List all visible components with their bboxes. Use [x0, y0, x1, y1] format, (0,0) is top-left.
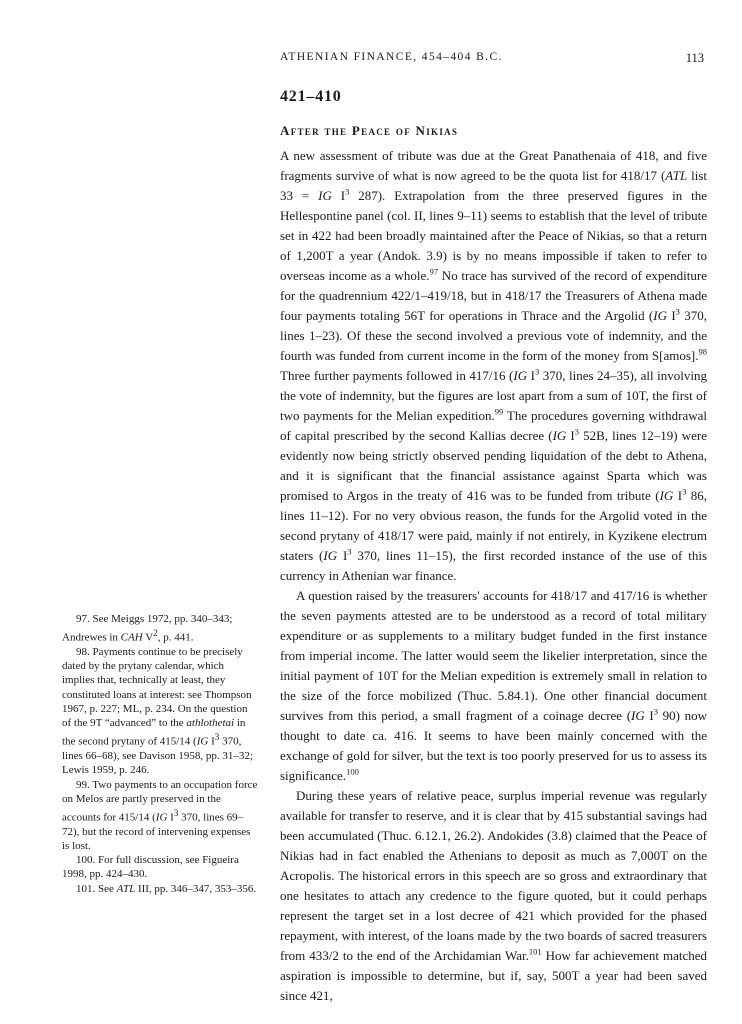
section-number: 421–410 [280, 88, 342, 105]
footnotes [62, 612, 258, 896]
running-head: ATHENIAN FINANCE, 454–404 B.C. [280, 51, 503, 63]
footnote-100: 100. For full discussion, see Figueira 1998, pp. 424–430. [62, 854, 239, 881]
section-title: After the Peace of Nikias [280, 123, 459, 138]
footnote-ref-97: 97 [429, 266, 439, 277]
footnote-97: 97. See Meiggs 1972, pp. 340–343; Andrewes in CAH $V^2$, p. 441. [62, 613, 233, 644]
footnote-ref-99: 99 [494, 406, 504, 417]
paragraph: A question raised by the treasurers' accounts for 418/17 and 417/16 is whether the seven payments attested are to be understood as a record of total military expenditure or as supplements to a military budget funded in the first instance from imperial income. The latter would seem the likelier interpretation, since the initial payment of 10T for the Melian expedition is extremely small in relation to the size of the force mobilized (Thuc. 5.84.1). One other financial document survives from this period, a small fragment of a coinage decree (IG $I^3$ 90) now thought to date ca. 416. It seems to have been mainly concerned with the exchange of gold for silver, but the text is too poorly preserved for us to assess its significance.$^{100}$ [280, 588, 707, 783]
main-text [280, 146, 707, 1006]
footnote-ref-100: 100 [346, 766, 359, 777]
footnote-99: 99. Two payments to an occupation force on Melos are partly preserved in the accounts for 415/14 (IG $I^3$ 370, lines 69–72), but the record of intervening expenses is lost. [62, 778, 258, 853]
footnote-ref-101: 101 [528, 946, 542, 957]
footnote-98: 98. Payments continue to be precisely dated by the prytany calendar, which implies that, technically at least, they constituted loans at interest: see Thompson 1967, p. 227; ML, p. 234. On the question of the 9T “advanced” to the athlothetai in the second prytany of 415/14 (IG $I^3$ 370, lines 66–68), see Davison 1958, pp. 31–32; Lewis 1959, p. 246. [62, 646, 253, 777]
footnote-101: 101. See ATL III, pp. 346–347, 353–356. [76, 882, 257, 895]
paragraph: A new assessment of tribute was due at the Great Panathenaia of 418, and five fragments survive of what is now agreed to be the quota list for 418/17 (ATL list 33 = IG $I^3$ 287). Extrapolation from the three preserved figures in the Hellespontine panel (col. II, lines 9–11) seems to establish that the level of tribute set in 422 had been broadly maintained after the Peace of Nikias, so that a return of 1,200T a year (Andok. 3.9) is by no means impossible if taken to refer to overseas income as a whole.$^{97}$ No trace has survived of the record of expenditure for the quadrennium 422/1–419/18, but in 418/17 the Treasurers of Athena made four payments totaling 56T for operations in Thrace and the Argolid (IG $I^3$ 370, lines 1–23). Of these the second involved a previous vote of indemnity, and the fourth was funded from current income in the form of the money from S[amos].$^{98}$ Three further payments followed in 417/16 (IG $I^3$ 370, lines 24–35), all involving the vote of indemnity, but the figures are lost apart from a sum of 10T, the first of two payments for the Melian expedition.$^{99}$ The procedures governing withdrawal of capital prescribed by the second Kallias decree (IG $I^3$ 52B, lines 12–19) were evidently now being strictly observed pending liquidation of the debt to Athena, and it is significant that the financial assistance against Sparta which was promised to Argos in the treaty of 416 was to be funded from tribute (IG $I^3$ 86, lines 11–12). For no very obvious reason, the funds for the Argolid voted in the second prytany of 418/17 were paid, mainly if not entirely, in Kyzikene electrum staters (IG $I^3$ 370, lines 11–15), the first recorded instance of the use of this currency in Athenian war finance. [280, 148, 708, 583]
paragraph: During these years of relative peace, surplus imperial revenue was regularly available for transfer to reserve, and it is clear that by 415 substantial savings had been accumulated (Thuc. 6.12.1, 26.2). Andokides (3.8) claimed that the Peace of Nikias had in fact enabled the Athenians to deposit as much as 7,000T on the Acropolis. The historical errors in this speech are so gross and extraordinary that one hesitates to attach any credence to the figure quoted, but it could perhaps represent the target set in a lost decree of 421 which provided for the phased repayment, with interest, of the loans made by the two boards of sacred treasurers from 433/2 to the end of the Archidamian War.$^{101}$ How far achievement matched aspiration is impossible to determine, but if, say, 500T a year had been saved since 421, [280, 788, 707, 1003]
page-number: 113 [685, 51, 704, 65]
footnote-ref-98: 98 [698, 346, 707, 357]
